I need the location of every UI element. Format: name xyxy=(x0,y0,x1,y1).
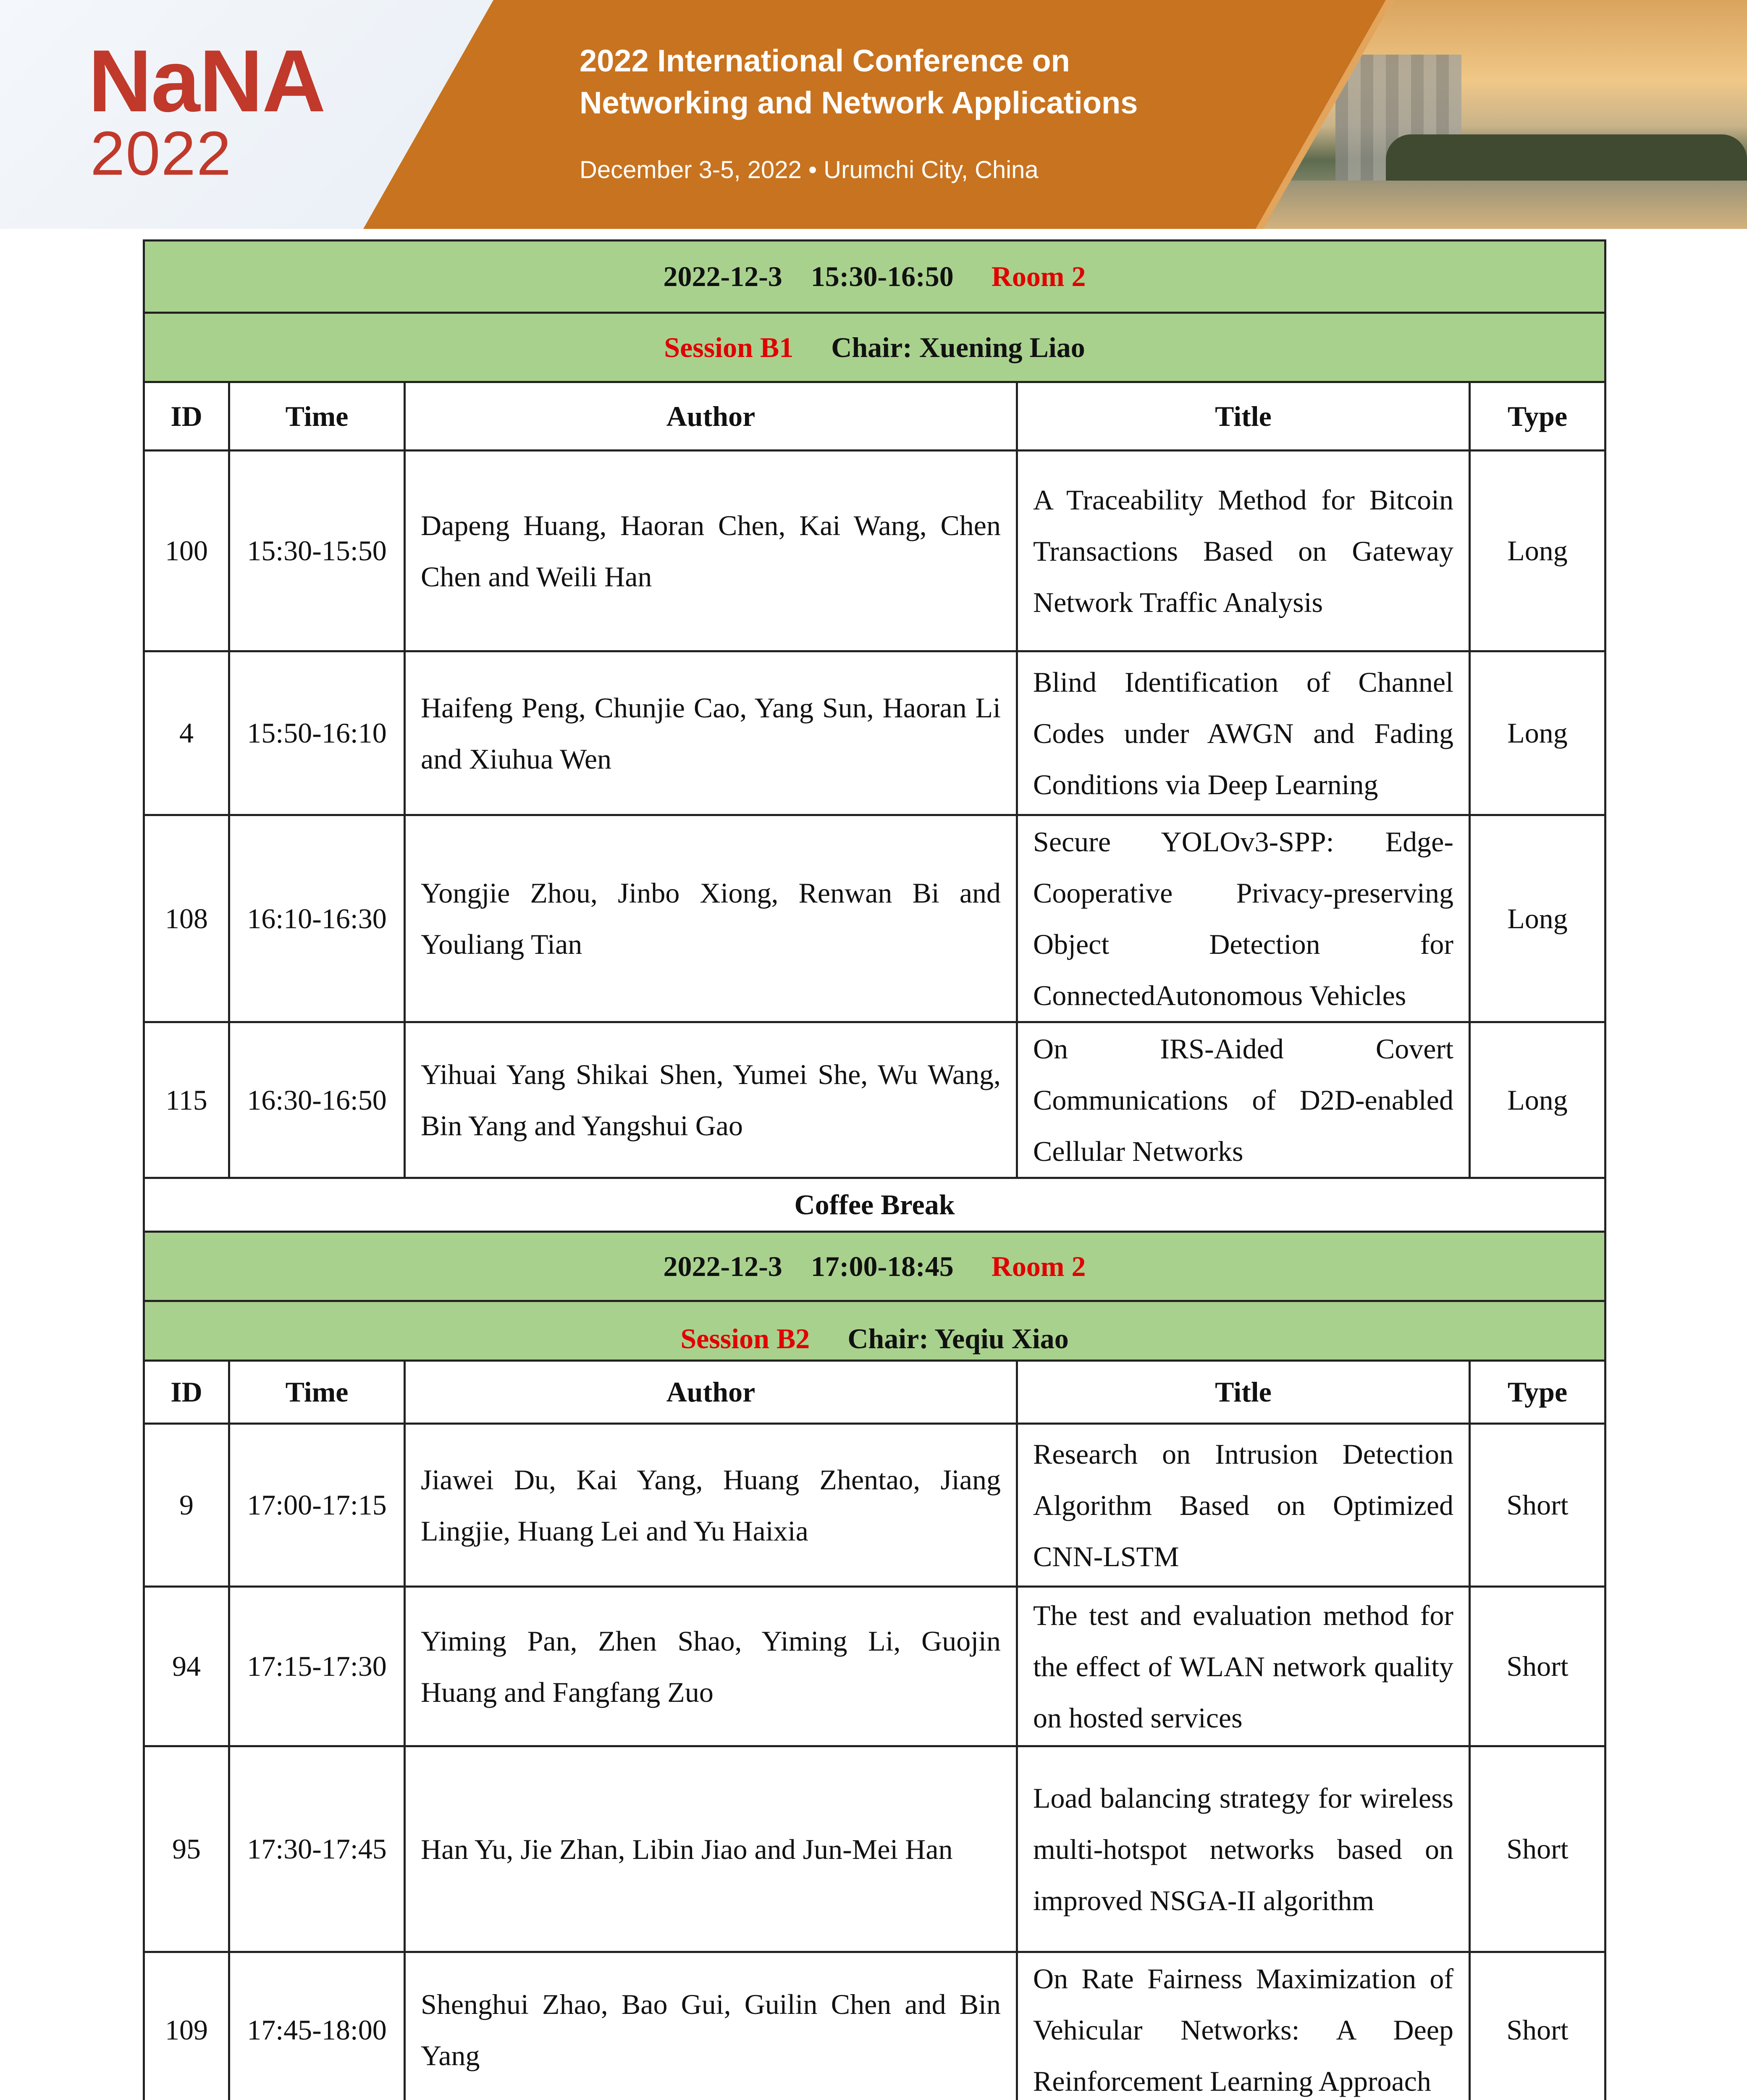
cell-id: 109 xyxy=(144,1952,229,2100)
cell-title: Load balancing strategy for wireless multi-hotspot networks based on improved NSGA-II algorithm xyxy=(1017,1746,1470,1952)
session-b1-chair: Chair: Xuening Liao xyxy=(831,331,1085,363)
session-b2-chair-row xyxy=(144,1301,1605,1361)
col-header-title: Title xyxy=(1017,1361,1470,1424)
logo-year: 2022 xyxy=(90,119,232,188)
session-b1-chair-cell xyxy=(144,313,1605,382)
session-b1-room: Room 2 xyxy=(991,260,1086,292)
photo-trees xyxy=(1386,134,1747,185)
conference-date-place: December 3-5, 2022 • Urumchi City, China xyxy=(580,156,1039,184)
cell-title: Blind Identification of Channel Codes under AWGN and Fading Conditions via Deep Learning xyxy=(1017,651,1470,815)
session-b1-chair-row xyxy=(144,313,1605,382)
cell-time: 15:50-16:10 xyxy=(229,651,405,815)
coffee-break-label: Coffee Break xyxy=(144,1178,1605,1232)
col-header-author: Author xyxy=(405,382,1017,451)
schedule-table xyxy=(143,239,1606,2100)
table-row xyxy=(144,815,1605,1022)
cell-id: 108 xyxy=(144,815,229,1022)
session-b2-label: Session B2 xyxy=(680,1323,810,1354)
col-header-author: Author xyxy=(405,1361,1017,1424)
cell-type: Short xyxy=(1470,1952,1605,2100)
photo-water xyxy=(1260,181,1747,229)
session-b2-datetime: 2022-12-3 17:00-18:45 xyxy=(663,1250,954,1282)
cell-author: Yiming Pan, Zhen Shao, Yiming Li, Guojin Huang and Fangfang Zuo xyxy=(405,1587,1017,1746)
cell-author: Haifeng Peng, Chunjie Cao, Yang Sun, Haoran Li and Xiuhua Wen xyxy=(405,651,1017,815)
session-b1-datetime-row xyxy=(144,241,1605,313)
col-header-time: Time xyxy=(229,382,405,451)
col-header-type: Type xyxy=(1470,1361,1605,1424)
column-header-row-2 xyxy=(144,1361,1605,1424)
cell-id: 95 xyxy=(144,1746,229,1952)
cell-title: A Traceability Method for Bitcoin Transactions Based on Gateway Network Traffic Analysis xyxy=(1017,451,1470,651)
cell-type: Long xyxy=(1470,1022,1605,1178)
cell-id: 100 xyxy=(144,451,229,651)
cell-title: Secure YOLOv3-SPP: Edge-Cooperative Privacy-preserving Object Detection for ConnectedAutonomous Vehicles xyxy=(1017,815,1470,1022)
schedule-body xyxy=(144,241,1605,2100)
header-banner xyxy=(0,0,1747,229)
conference-title xyxy=(580,40,1293,124)
col-header-id: ID xyxy=(144,382,229,451)
table-row xyxy=(144,1022,1605,1178)
col-header-time: Time xyxy=(229,1361,405,1424)
session-b2-chair-cell xyxy=(144,1301,1605,1361)
cell-author: Yihuai Yang Shikai Shen, Yumei She, Wu Wang, Bin Yang and Yangshui Gao xyxy=(405,1022,1017,1178)
table-row xyxy=(144,451,1605,651)
coffee-break-row xyxy=(144,1178,1605,1232)
cell-author: Yongjie Zhou, Jinbo Xiong, Renwan Bi and Youliang Tian xyxy=(405,815,1017,1022)
col-header-id: ID xyxy=(144,1361,229,1424)
logo-name: NaNA xyxy=(88,32,325,130)
cell-title: On Rate Fairness Maximization of Vehicular Networks: A Deep Reinforcement Learning Approach xyxy=(1017,1952,1470,2100)
cell-time: 17:00-17:15 xyxy=(229,1424,405,1587)
cell-time: 16:10-16:30 xyxy=(229,815,405,1022)
session-b1-datetime: 2022-12-3 15:30-16:50 xyxy=(663,260,954,292)
table-row xyxy=(144,1587,1605,1746)
cell-type: Short xyxy=(1470,1424,1605,1587)
conference-title-line-1: 2022 International Conference on xyxy=(580,43,1070,78)
session-b2-datetime-row xyxy=(144,1232,1605,1301)
cell-author: Jiawei Du, Kai Yang, Huang Zhentao, Jiang Lingjie, Huang Lei and Yu Haixia xyxy=(405,1424,1017,1587)
col-header-type: Type xyxy=(1470,382,1605,451)
cell-time: 17:30-17:45 xyxy=(229,1746,405,1952)
col-header-title: Title xyxy=(1017,382,1470,451)
cell-type: Long xyxy=(1470,451,1605,651)
cell-id: 115 xyxy=(144,1022,229,1178)
cell-id: 94 xyxy=(144,1587,229,1746)
cell-time: 17:15-17:30 xyxy=(229,1587,405,1746)
cell-title: Research on Intrusion Detection Algorithm Based on Optimized CNN-LSTM xyxy=(1017,1424,1470,1587)
cell-id: 4 xyxy=(144,651,229,815)
cell-author: Shenghui Zhao, Bao Gui, Guilin Chen and Bin Yang xyxy=(405,1952,1017,2100)
cell-id: 9 xyxy=(144,1424,229,1587)
session-b2-datetime-cell xyxy=(144,1232,1605,1301)
cell-time: 16:30-16:50 xyxy=(229,1022,405,1178)
table-row xyxy=(144,1424,1605,1587)
cell-time: 15:30-15:50 xyxy=(229,451,405,651)
table-row xyxy=(144,1746,1605,1952)
session-b1-datetime-cell xyxy=(144,241,1605,313)
cell-author: Han Yu, Jie Zhan, Libin Jiao and Jun-Mei Han xyxy=(405,1746,1017,1952)
cell-type: Short xyxy=(1470,1746,1605,1952)
session-b1-label: Session B1 xyxy=(664,331,794,363)
cell-title: The test and evaluation method for the effect of WLAN network quality on hosted services xyxy=(1017,1587,1470,1746)
cell-time: 17:45-18:00 xyxy=(229,1952,405,2100)
session-b2-chair: Chair: Yeqiu Xiao xyxy=(847,1323,1069,1354)
table-row xyxy=(144,1952,1605,2100)
conference-title-line-2: Networking and Network Applications xyxy=(580,85,1138,120)
cell-type: Long xyxy=(1470,651,1605,815)
table-row xyxy=(144,651,1605,815)
cell-type: Short xyxy=(1470,1587,1605,1746)
column-header-row-1 xyxy=(144,382,1605,451)
cell-type: Long xyxy=(1470,815,1605,1022)
cell-title: On IRS-Aided Covert Communications of D2D-enabled Cellular Networks xyxy=(1017,1022,1470,1178)
session-b2-room: Room 2 xyxy=(991,1250,1086,1282)
cell-author: Dapeng Huang, Haoran Chen, Kai Wang, Chen Chen and Weili Han xyxy=(405,451,1017,651)
